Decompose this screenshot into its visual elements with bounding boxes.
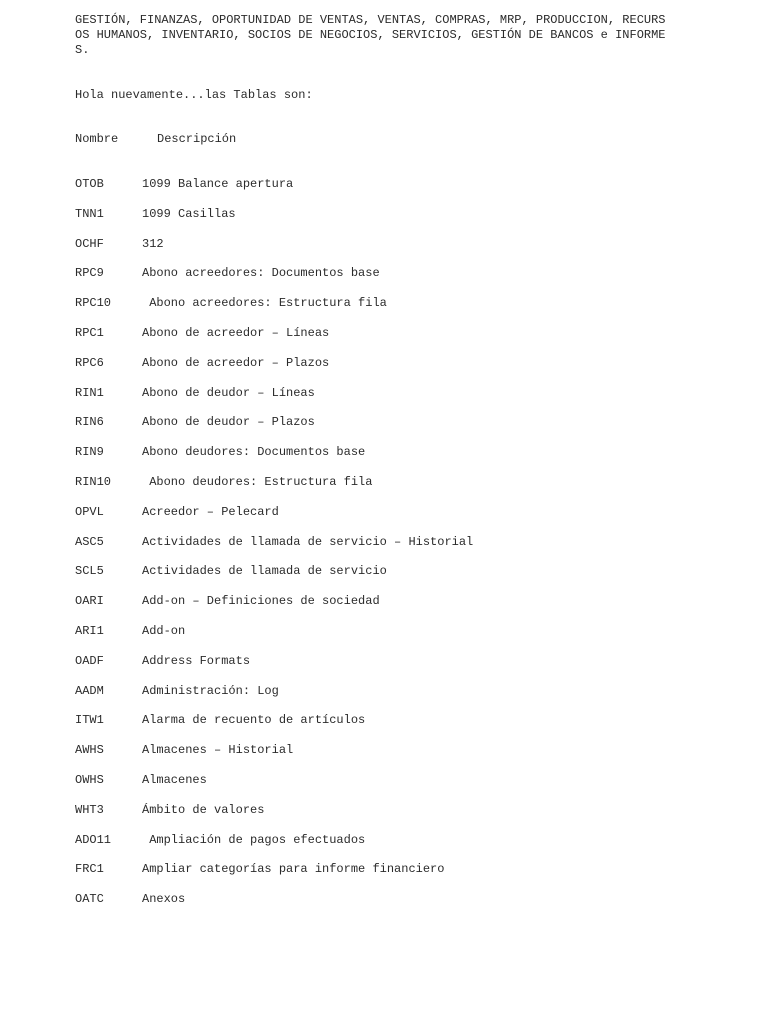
table-row xyxy=(0,475,768,495)
column-header-description: Descripción xyxy=(157,132,237,146)
table-row xyxy=(0,564,768,584)
table-row xyxy=(0,862,768,882)
table-description: Abono acreedores: Documentos base xyxy=(142,266,380,280)
table-row xyxy=(0,296,768,316)
table-row xyxy=(0,177,768,197)
table-row xyxy=(0,773,768,793)
table-description: Actividades de llamada de servicio – Historial xyxy=(142,535,474,549)
table-row xyxy=(0,833,768,853)
table-description: Abono de deudor – Líneas xyxy=(142,386,315,400)
table-code: TNN1 xyxy=(75,207,104,221)
table-row xyxy=(0,356,768,376)
table-row xyxy=(0,803,768,823)
table-code: RIN6 xyxy=(75,415,104,429)
table-row xyxy=(0,207,768,227)
table-code: RPC9 xyxy=(75,266,104,280)
table-description: 1099 Balance apertura xyxy=(142,177,294,191)
table-code: OARI xyxy=(75,594,104,608)
table-code: FRC1 xyxy=(75,862,104,876)
table-description: Abono deudores: Estructura fila xyxy=(142,475,373,489)
table-row xyxy=(0,535,768,555)
table-description: Add-on xyxy=(142,624,186,638)
table-description: Almacenes – Historial xyxy=(142,743,294,757)
table-row xyxy=(0,505,768,525)
table-code: AWHS xyxy=(75,743,104,757)
table-description: Anexos xyxy=(142,892,186,906)
table-description: Abono de acreedor – Líneas xyxy=(142,326,330,340)
table-row xyxy=(0,713,768,733)
table-row xyxy=(0,415,768,435)
table-description: Almacenes xyxy=(142,773,207,787)
greeting-text: Hola nuevamente...las Tablas son: xyxy=(75,88,313,102)
table-code: RIN1 xyxy=(75,386,104,400)
table-description: Add-on – Definiciones de sociedad xyxy=(142,594,380,608)
table-description: Address Formats xyxy=(142,654,251,668)
table-description: Ampliar categorías para informe financiero xyxy=(142,862,445,876)
table-code: OATC xyxy=(75,892,104,906)
table-row xyxy=(0,743,768,763)
table-description: Abono acreedores: Estructura fila xyxy=(142,296,387,310)
intro-line: GESTIÓN, FINANZAS, OPORTUNIDAD DE VENTAS, VENTAS, COMPRAS, MRP, PRODUCCION, RECURS xyxy=(75,13,666,27)
table-description: Abono de acreedor – Plazos xyxy=(142,356,330,370)
intro-line: OS HUMANOS, INVENTARIO, SOCIOS DE NEGOCIOS, SERVICIOS, GESTIÓN DE BANCOS e INFORME xyxy=(75,28,666,42)
table-row xyxy=(0,445,768,465)
table-code: AADM xyxy=(75,684,104,698)
table-description: 1099 Casillas xyxy=(142,207,236,221)
table-description: 312 xyxy=(142,237,164,251)
table-description: Abono de deudor – Plazos xyxy=(142,415,315,429)
table-row xyxy=(0,654,768,674)
table-code: WHT3 xyxy=(75,803,104,817)
table-code: OTOB xyxy=(75,177,104,191)
table-code: RPC6 xyxy=(75,356,104,370)
table-row xyxy=(0,892,768,912)
table-description: Administración: Log xyxy=(142,684,279,698)
table-description: Alarma de recuento de artículos xyxy=(142,713,366,727)
table-code: ASC5 xyxy=(75,535,104,549)
table-code: OPVL xyxy=(75,505,104,519)
table-description: Abono deudores: Documentos base xyxy=(142,445,366,459)
table-description: Ámbito de valores xyxy=(142,803,265,817)
table-row xyxy=(0,684,768,704)
table-description: Acreedor – Pelecard xyxy=(142,505,279,519)
table-code: RPC10 xyxy=(75,296,112,310)
table-code: OADF xyxy=(75,654,104,668)
table-row xyxy=(0,594,768,614)
table-code: RIN9 xyxy=(75,445,104,459)
table-code: OWHS xyxy=(75,773,104,787)
table-row xyxy=(0,624,768,644)
table-code: RPC1 xyxy=(75,326,104,340)
table-description: Ampliación de pagos efectuados xyxy=(142,833,366,847)
table-row xyxy=(0,326,768,346)
table-code: ADO11 xyxy=(75,833,112,847)
table-code: RIN10 xyxy=(75,475,112,489)
table-code: OCHF xyxy=(75,237,104,251)
table-row xyxy=(0,237,768,257)
table-code: SCL5 xyxy=(75,564,104,578)
intro-line: S. xyxy=(75,43,90,57)
table-row xyxy=(0,386,768,406)
table-row xyxy=(0,266,768,286)
table-code: ITW1 xyxy=(75,713,104,727)
table-code: ARI1 xyxy=(75,624,104,638)
column-header-name: Nombre xyxy=(75,132,119,146)
table-description: Actividades de llamada de servicio xyxy=(142,564,387,578)
